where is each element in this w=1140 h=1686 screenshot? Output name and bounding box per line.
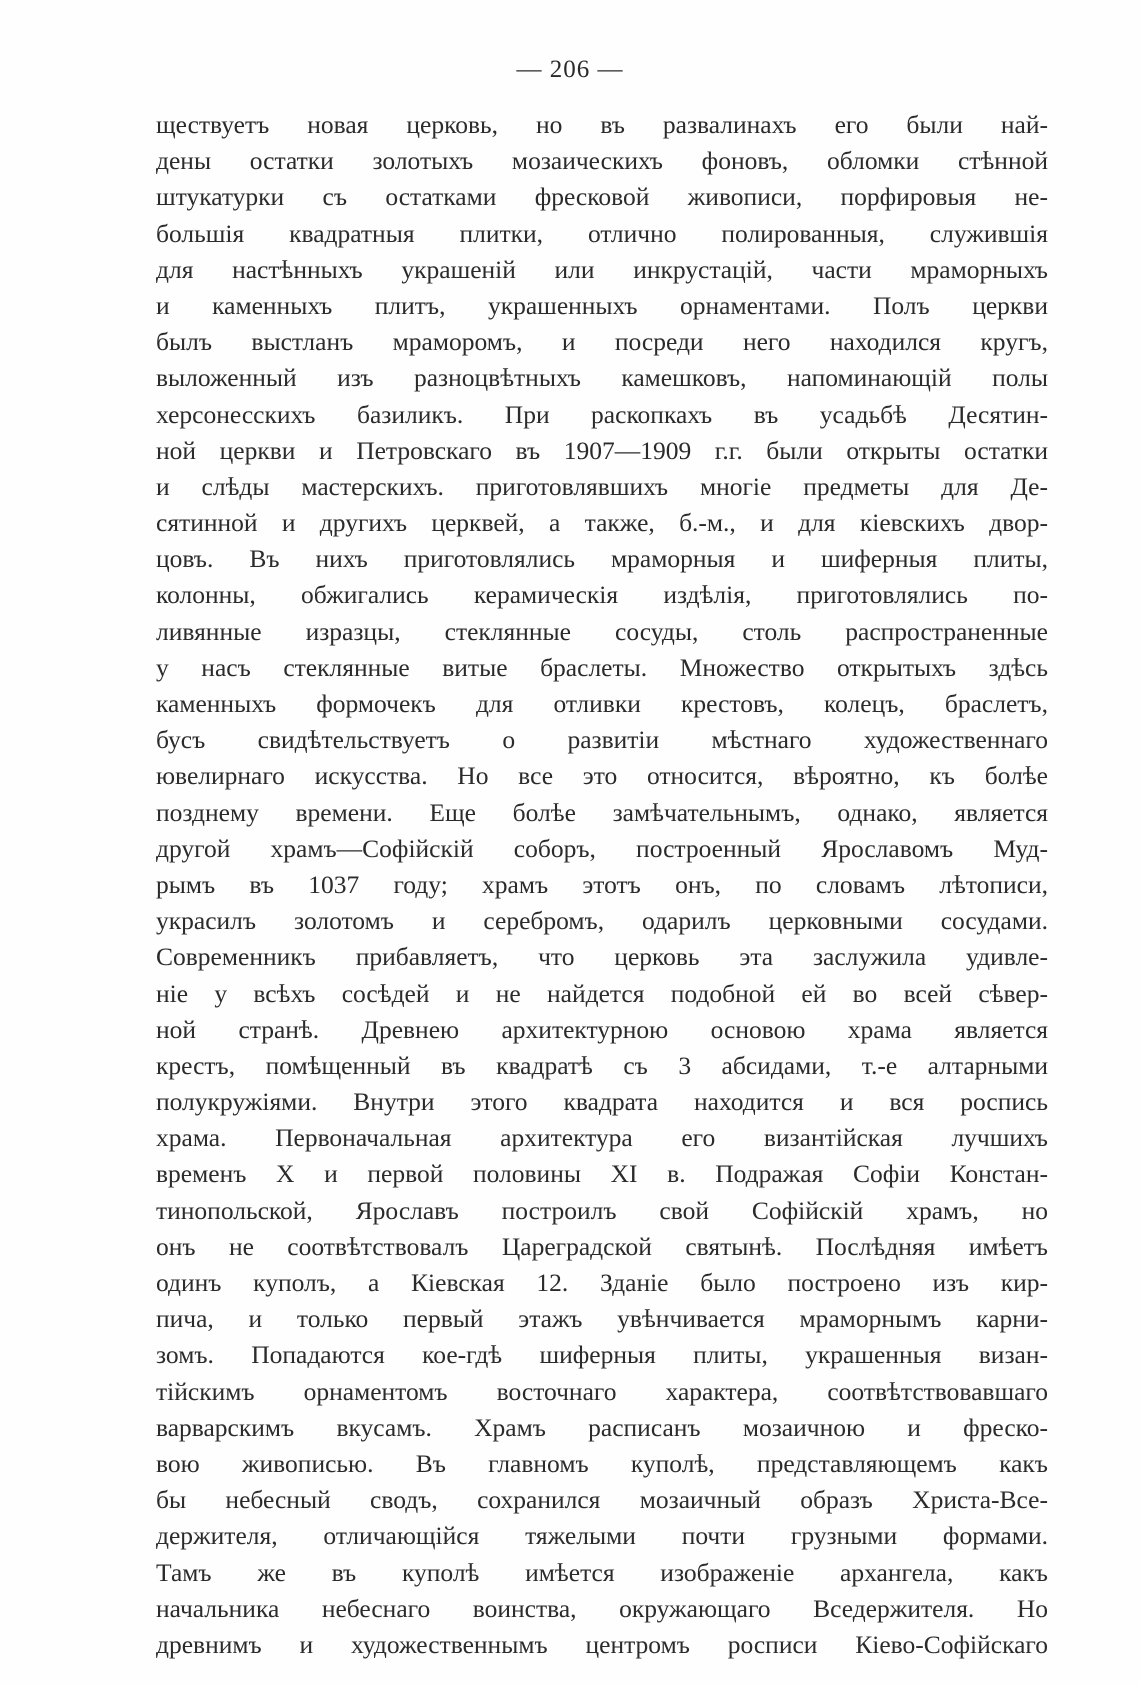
text-line: онъ не соотвѣтствовалъ Цареградской святынѣ. Послѣдняя имѣетъ xyxy=(156,1231,1048,1261)
text-line: выложенный изъ разноцвѣтныхъ камешковъ, напоминающій полы xyxy=(156,363,1048,393)
text-line: сятинной и другихъ церквей, а также, б.-м., и для кіевскихъ двор- xyxy=(156,508,1048,538)
text-line: ніе у всѣхъ сосѣдей и не найдется подобной ей во всей сѣвер- xyxy=(156,978,1048,1008)
text-line: и слѣды мастерскихъ. приготовлявшихъ многіе предметы для Де- xyxy=(156,471,1048,501)
text-line: для настѣнныхъ украшеній или инкрустацій, части мраморныхъ xyxy=(156,254,1048,284)
text-line: былъ выстланъ мраморомъ, и посреди него находился кругъ, xyxy=(156,327,1048,357)
text-line: ной странѣ. Древнею архитектурною основою храма является xyxy=(156,1014,1048,1044)
text-line: одинъ куполъ, а Кіевская 12. Зданіе было построено изъ кир- xyxy=(156,1268,1048,1297)
text-line: позднему времени. Еще болѣе замѣчательнымъ, однако, является xyxy=(156,797,1048,827)
text-line: каменныхъ формочекъ для отливки крестовъ, колецъ, браслетъ, xyxy=(156,689,1048,718)
text-line: у насъ стеклянные витые браслеты. Множество открытыхъ здѣсь xyxy=(156,652,1048,682)
text-line: пича, и только первый этажъ увѣнчивается мраморнымъ карни- xyxy=(156,1304,1048,1334)
text-line: украсилъ золотомъ и серебромъ, одарилъ церковными сосудами. xyxy=(156,906,1048,936)
text-line: бы небесный сводъ, сохранился мозаичный образъ Христа-Все- xyxy=(156,1485,1048,1515)
text-line: храма. Первоначальная архитектура его византійская лучшихъ xyxy=(156,1123,1048,1153)
text-line: большія квадратныя плитки, отлично полированныя, служившія xyxy=(156,218,1048,248)
text-line: бусъ свидѣтельствуетъ о развитіи мѣстнаго художественнаго xyxy=(156,725,1048,755)
text-line: и каменныхъ плитъ, украшенныхъ орнаментами. Полъ церкви xyxy=(156,290,1048,320)
text-line: цовъ. Въ нихъ приготовлялись мраморныя и шиферныя плиты, xyxy=(156,544,1048,574)
text-line: древнимъ и художественнымъ центромъ росписи Кіево-Софійскаго xyxy=(156,1629,1048,1659)
text-line: полукружіями. Внутри этого квадрата находится и вся роспись xyxy=(156,1087,1048,1117)
text-line: временъ X и первой половины XI в. Подражая Софіи Констан- xyxy=(156,1159,1048,1189)
page-number: — 206 — xyxy=(516,56,624,83)
text-line: штукатурки съ остатками фресковой живописи, порфировыя не- xyxy=(156,182,1048,212)
text-line: тинопольской, Ярославъ построилъ свой Софійскій храмъ, но xyxy=(156,1195,1048,1225)
text-line: Тамъ же въ куполѣ имѣется изображеніе архангела, какъ xyxy=(156,1557,1048,1587)
text-line: ществуетъ новая церковь, но въ развалинахъ его были най- xyxy=(156,110,1048,139)
text-line: ливянные изразцы, стеклянные сосуды, столь распространенные xyxy=(156,616,1048,646)
text-line: вою живописью. Въ главномъ куполѣ, представляющемъ какъ xyxy=(156,1448,1048,1478)
text-line: начальника небеснаго воинства, окружающаго Вседержителя. Но xyxy=(156,1593,1048,1623)
body-text xyxy=(156,107,1048,1663)
text-line: ной церкви и Петровскаго въ 1907—1909 г.г. были открыты остатки xyxy=(156,435,1048,465)
text-line: рымъ въ 1037 году; храмъ этотъ онъ, по словамъ лѣтописи, xyxy=(156,869,1048,899)
text-line: другой храмъ—Софійскій соборъ, построенный Ярославомъ Муд- xyxy=(156,833,1048,863)
text-line: зомъ. Попадаются кое-гдѣ шиферныя плиты, украшенныя визан- xyxy=(156,1340,1048,1370)
text-line: дены остатки золотыхъ мозаическихъ фоновъ, обломки стѣнной xyxy=(156,146,1048,176)
text-line: варварскимъ вкусамъ. Храмъ расписанъ мозаичною и фреско- xyxy=(156,1412,1048,1442)
text-line: тійскимъ орнаментомъ восточнаго характера, соотвѣтствовавшаго xyxy=(156,1376,1048,1406)
text-line: крестъ, помѣщенный въ квадратѣ съ 3 абсидами, т.-е алтарными xyxy=(156,1050,1048,1080)
text-line: держителя, отличающійся тяжелыми почти грузными формами. xyxy=(156,1521,1048,1551)
text-line: ювелирнаго искусства. Но все это относится, вѣроятно, къ болѣе xyxy=(156,761,1048,791)
text-line: колонны, обжигались керамическія издѣлія, приготовлялись по- xyxy=(156,580,1048,610)
text-line: Современникъ прибавляетъ, что церковь эта заслужила удивле- xyxy=(156,942,1048,972)
text-line: херсонесскихъ базиликъ. При раскопкахъ въ усадьбѣ Десятин- xyxy=(156,399,1048,429)
